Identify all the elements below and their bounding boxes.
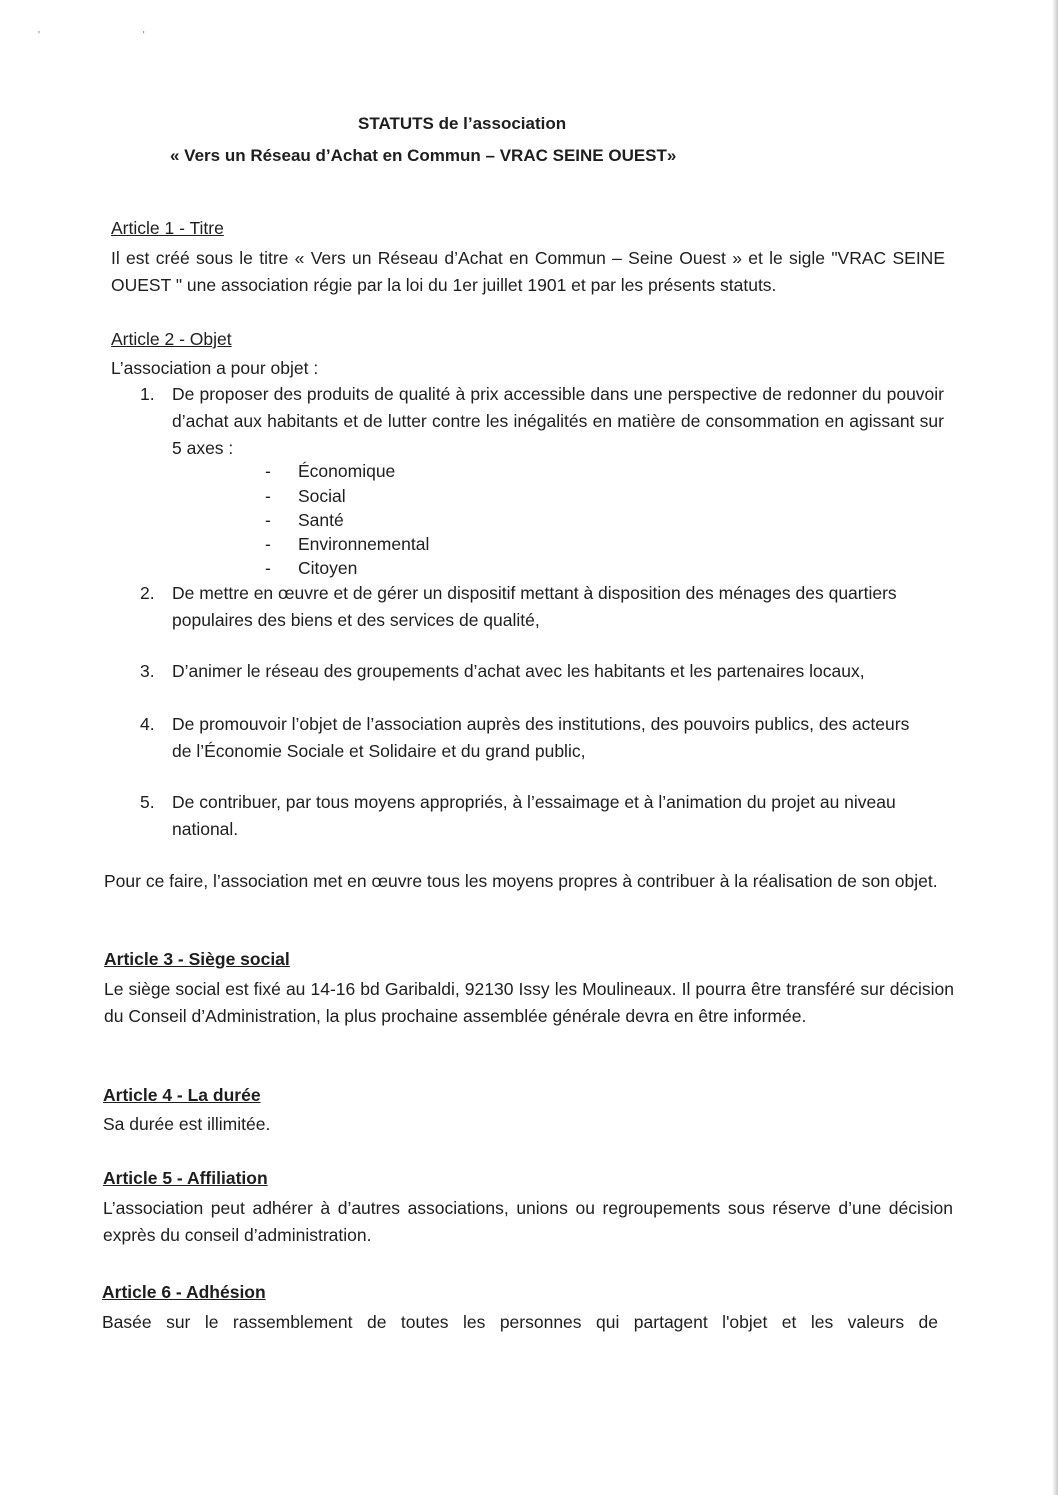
axe-label: Citoyen	[298, 558, 358, 578]
article-6-body: Basée sur le rassemblement de toutes les personnes qui partagent l'objet et les valeurs de	[102, 1312, 938, 1332]
axe-dash: -	[265, 558, 271, 578]
axe-label: Environnemental	[298, 534, 430, 554]
axe-label: Social	[298, 486, 346, 506]
objet-item-number: 1.	[140, 384, 155, 404]
objet-item-text: De proposer des produits de qualité à prix accessible dans une perspective de redonner du pouvoir d’achat aux habitants et de lutter contre les inégalités en matière de consommation en agissant sur 5 axes :	[172, 384, 944, 458]
axe-dash: -	[265, 510, 271, 530]
article-2-closing: Pour ce faire, l’association met en œuvre tous les moyens propres à contribuer à la réalisation de son objet.	[104, 871, 938, 891]
article-1-body: Il est créé sous le titre « Vers un Réseau d’Achat en Commun – Seine Ouest » et le sigle "VRAC SEINE OUEST " une association régie par la loi du 1er juillet 1901 et par les présents statuts.	[111, 248, 945, 295]
axe-label: Économique	[298, 461, 396, 481]
objet-item-text: D’animer le réseau des groupements d’achat avec les habitants et les partenaires locaux,	[172, 661, 865, 681]
article-5-heading: Article 5 - Affiliation	[103, 1168, 268, 1188]
objet-item-number: 2.	[140, 583, 155, 603]
axe-dash: -	[265, 534, 271, 554]
article-2-heading: Article 2 - Objet	[111, 329, 232, 349]
objet-item-text: De mettre en œuvre et de gérer un dispositif mettant à disposition des ménages des quartiers populaires des biens et des services de qualité,	[172, 583, 897, 630]
objet-item-number: 3.	[140, 661, 155, 681]
article-1-heading: Article 1 - Titre	[111, 218, 224, 238]
article-3-heading: Article 3 - Siège social	[104, 949, 290, 969]
objet-item-text: De promouvoir l’objet de l’association auprès des institutions, des pouvoirs publics, des acteurs de l’Économie Sociale et Solidaire et du grand public,	[172, 714, 910, 761]
article-6-heading: Article 6 - Adhésion	[102, 1282, 266, 1302]
article-3-body: Le siège social est fixé au 14-16 bd Garibaldi, 92130 Issy les Moulineaux. Il pourra être transféré sur décision du Conseil d’Administration, la plus prochaine assemblée générale devra en être informée.	[104, 979, 954, 1026]
title-line-1: STATUTS de l’association	[358, 114, 567, 133]
article-5-body: L’association peut adhérer à d’autres associations, unions ou regroupements sous réserve d’une décision exprès du conseil d’administration.	[103, 1198, 953, 1245]
scan-edge-shadow	[1052, 0, 1058, 1495]
axe-label: Santé	[298, 510, 344, 530]
objet-item-number: 5.	[140, 792, 155, 812]
objet-item-number: 4.	[140, 714, 155, 734]
article-2-intro: L’association a pour objet :	[111, 358, 319, 378]
title-line-2: « Vers un Réseau d’Achat en Commun – VRAC SEINE OUEST»	[170, 146, 677, 165]
article-4-body: Sa durée est illimitée.	[103, 1114, 271, 1134]
objet-item-text: De contribuer, par tous moyens appropriés, à l’essaimage et à l’animation du projet au niveau national.	[172, 792, 896, 839]
axe-dash: -	[265, 461, 271, 481]
scan-specks: ' '	[38, 30, 195, 41]
axe-dash: -	[265, 486, 271, 506]
article-4-heading: Article 4 - La durée	[103, 1085, 261, 1105]
